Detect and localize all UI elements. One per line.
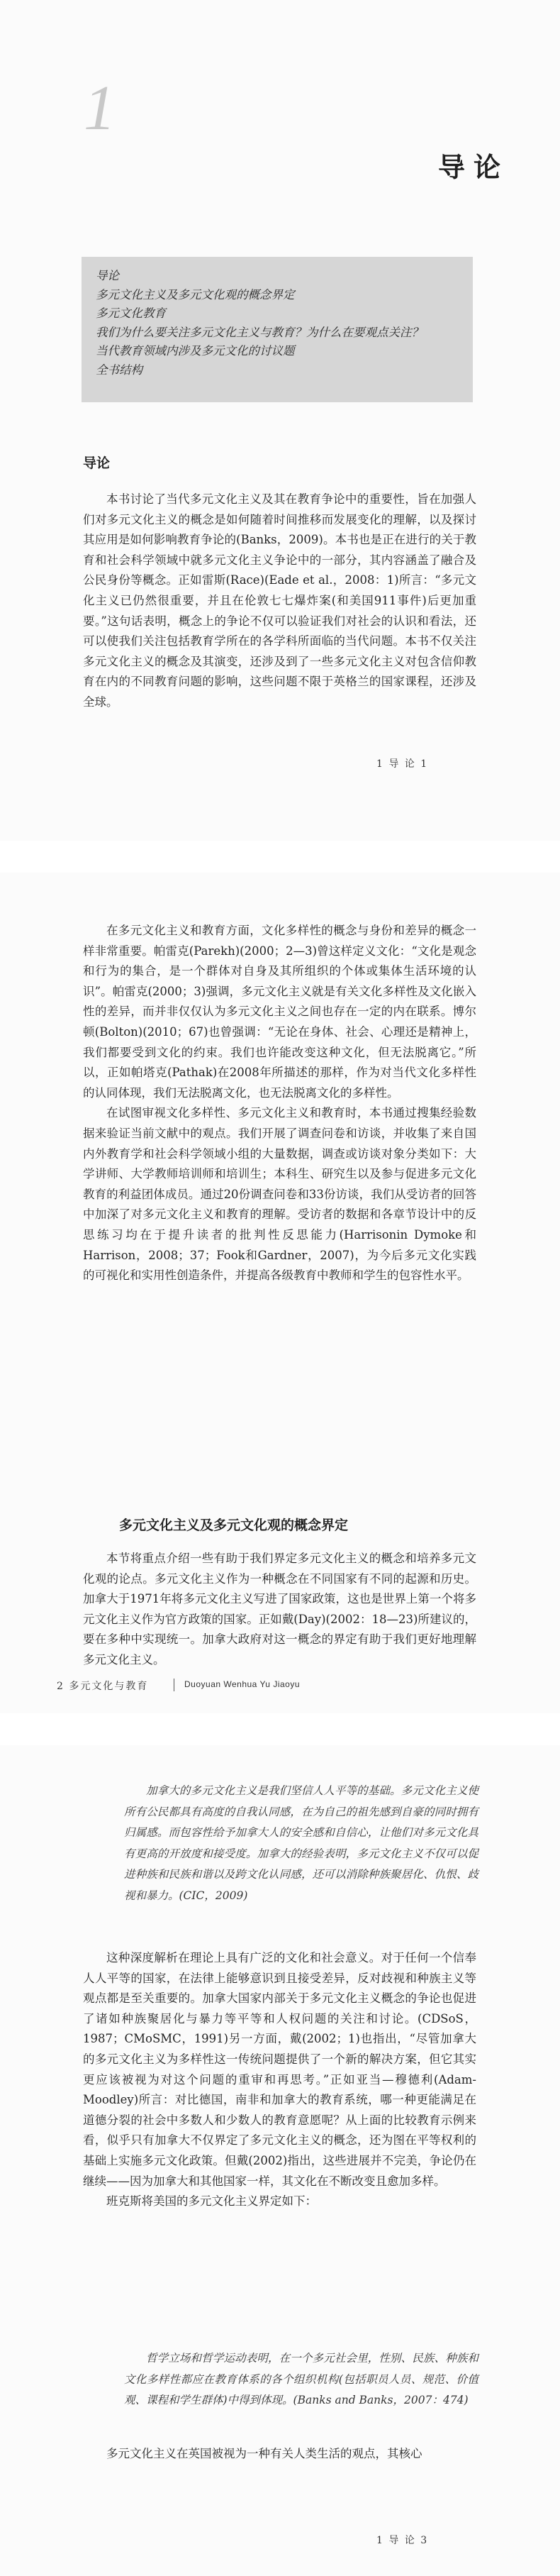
quote-text: 加拿大的多元文化主义是我们坚信人人平等的基础。多元文化主义使所有公民都具有高度的自我认同感，在为自己的祖先感到自豪的同时拥有归属感。而包容性给予加拿大人的安全感和自信心，让他们对多元文化具有更高的开放度和接受度。加拿大的经验表明，多元文化主义不仅可以促进种族和民族和谐以及跨文化认同感，还可以消除种族聚居化、仇恨、歧视和暴力。(CIC，2009) (124, 1784, 478, 1902)
toc-item[interactable]: 全书结构 (96, 363, 142, 377)
toc-item[interactable]: 我们为什么要关注多元文化主义与教育？为什么在要观点关注？ (96, 325, 423, 339)
chapter-contents-box (82, 257, 473, 402)
paragraph: 在试图审视文化多样性、多元文化主义和教育时，本书通过搜集经验数据来验证当前文献中的观点。我们开展了调查问卷和访谈，并收集了来自国内外教育学和社会科学领域小组的大量数据，调查或访谈对象分类如下：大学讲师、大学教师培训师和培训生；本科生、研究生以及参与促进多元文化教育的利益团体成员。通过20份调查问卷和33份访谈，我们从受访者的回答中加深了对多元文化主义和教育的理解。受访者的数据和各章节设计中的反思练习均在于提升读者的批判性反思能力(Harrisonin Dymoke和Harrison，2008；37；Fook和Gardner，2007)，为今后多元文化实践的可视化和实用性创造条件，并提高各级教育中教师和学生的包容性水平。 (83, 1106, 476, 1283)
toc-item[interactable]: 当代教育领域内涉及多元文化的讨议题 (96, 344, 295, 358)
section-heading: 导论 (83, 455, 111, 471)
page-gap (0, 1713, 560, 1745)
body-text (83, 2444, 476, 2465)
toc-item[interactable]: 导论 (96, 269, 119, 282)
body-text (83, 1948, 476, 2212)
paragraph: 在多元文化主义和教育方面，文化多样性的概念与身份和差异的概念一样非常重要。帕雷克(Parekh)(2000；2—3)曾这样定义文化：“文化是观念和行为的集合，是一个群体对自身及其所组织的个体或集体生活环境的认识”。帕雷克(2000；3)强调，多元文化主义就是有关文化多样性及文化嵌入性的差异，而并非仅仅认为多元文化主义之间也存在一定的内在联系。博尔顿(Bolton)(2010；67)也曾强调：“无论在身体、社会、心理还是精神上，我们都要受到文化的约束。我们也许能改变这种文化，但无法脱离它。”所以，正如帕塔克(Pathak)在2008年所描述的那样，作为对当代文化多样性的认同体现，我们无法脱离文化，也无法脱离文化的多样性。 (83, 924, 476, 1100)
paragraph: 本书讨论了当代多元文化主义及其在教育争论中的重要性，旨在加强人们对多元文化主义的概念是如何随着时间推移而发展变化的理解，以及探讨其应用是如何影响教育争论的(Banks，2009)。本书也是正在进行的关于教育和社会科学领域中就多元文化主义争论中的一部分，其内容涵盖了融合及公民身份等概念。正如雷斯(Race)(Eade et al.，2008：1)所言：“多元文化主义已仍然很重要，并且在伦敦七七爆炸案(和美国911事件)后更加重要。”这句话表明，概念上的争论不仅可以验证我们对社会的认识和看法，还可以使我们关注包括教育学所在的各学科所面临的当代问题。本书不仅关注多元文化主义的概念及其演变，还涉及到了一些多元文化主义对包含信仰教育在内的不同教育问题的影响，这些问题不限于英格兰的国家课程，还涉及全球。 (83, 492, 476, 709)
body-text (83, 1549, 476, 1671)
body-text (83, 921, 476, 1286)
section-heading: 多元文化主义及多元文化观的概念界定 (119, 1518, 349, 1533)
page-footer: 2 多元文化与教育 (57, 1681, 149, 1692)
body-text (83, 490, 476, 713)
footer-pinyin: Duoyuan Wenhua Yu Jiaoyu (184, 1679, 301, 1689)
toc-item[interactable]: 多元文化教育 (96, 306, 166, 320)
block-quote (124, 1781, 478, 1906)
paragraph: 这种深度解析在理论上具有广泛的文化和社会意义。对于任何一个信奉人人平等的国家，在法律上能够意识到且接受差异，反对歧视和种族主义等观点都是至关重要的。加拿大国家内部关于多元文化主义概念的争论也促进了诸如种族聚居化与暴力等平等和人权问题的关注和讨论。(CDSoS，1987；CMoSMC，1991)另一方面，戴(2002；1)也指出，“尽管加拿大的多元文化主义为多样性这一传统问题提供了一个新的解决方案，但它其实更应该被视为对这个问题的重审和再思考。”正如亚当—穆德利(Adam-Moodley)所言：对比德国，南非和加拿大的教育系统，哪一种更能满足在道德分裂的社会中多数人和少数人的教育意愿呢？从上面的比较教育示例来看，似乎只有加拿大不仅界定了多元文化主义的概念，还为图在平等权利的基础上实施多元文化政策。但戴(2002)指出，这些进展并不完美，争论仍在继续——因为加拿大和其他国家一样，其文化在不断改变且愈加多样。 (83, 1951, 476, 2188)
chapter-number: 1 (84, 73, 116, 143)
page-3 (0, 1745, 560, 2576)
page-1 (0, 0, 560, 841)
page-footer: 1 导 论 1 (376, 758, 429, 770)
paragraph: 班克斯将美国的多元文化主义界定如下： (106, 2194, 317, 2209)
page-gap (0, 841, 560, 873)
block-quote (124, 2348, 478, 2411)
page-2 (0, 873, 560, 1713)
toc-item[interactable]: 多元文化主义及多元文化观的概念界定 (96, 287, 295, 302)
paragraph: 本节将重点介绍一些有助于我们界定多元文化主义的概念和培养多元文化观的论点。多元文化主义作为一种概念在不同国家有不同的起源和历史。加拿大于1971年将多元文化主义写进了国家政策，这也是世界上第一个将多元文化主义作为官方政策的国家。正如戴(Day)(2002：18—23)所建议的，要在多种中实现统一。加拿大政府对这一概念的界定有助于我们更好地理解多元文化主义。 (83, 1552, 476, 1666)
paragraph: 多元文化主义在英国被视为一种有关人类生活的观点，其核心 (106, 2447, 422, 2460)
chapter-title: 导论 (438, 152, 510, 183)
quote-text: 哲学立场和哲学运动表明，在一个多元社会里，性别、民族、种族和文化多样性都应在教育体系的各个组织机构(包括职员人员、规范、价值观、课程和学生群体)中得到体现。(Banks and Banks，2007：474) (124, 2352, 478, 2406)
page-footer: 1 导 论 3 (376, 2535, 429, 2546)
